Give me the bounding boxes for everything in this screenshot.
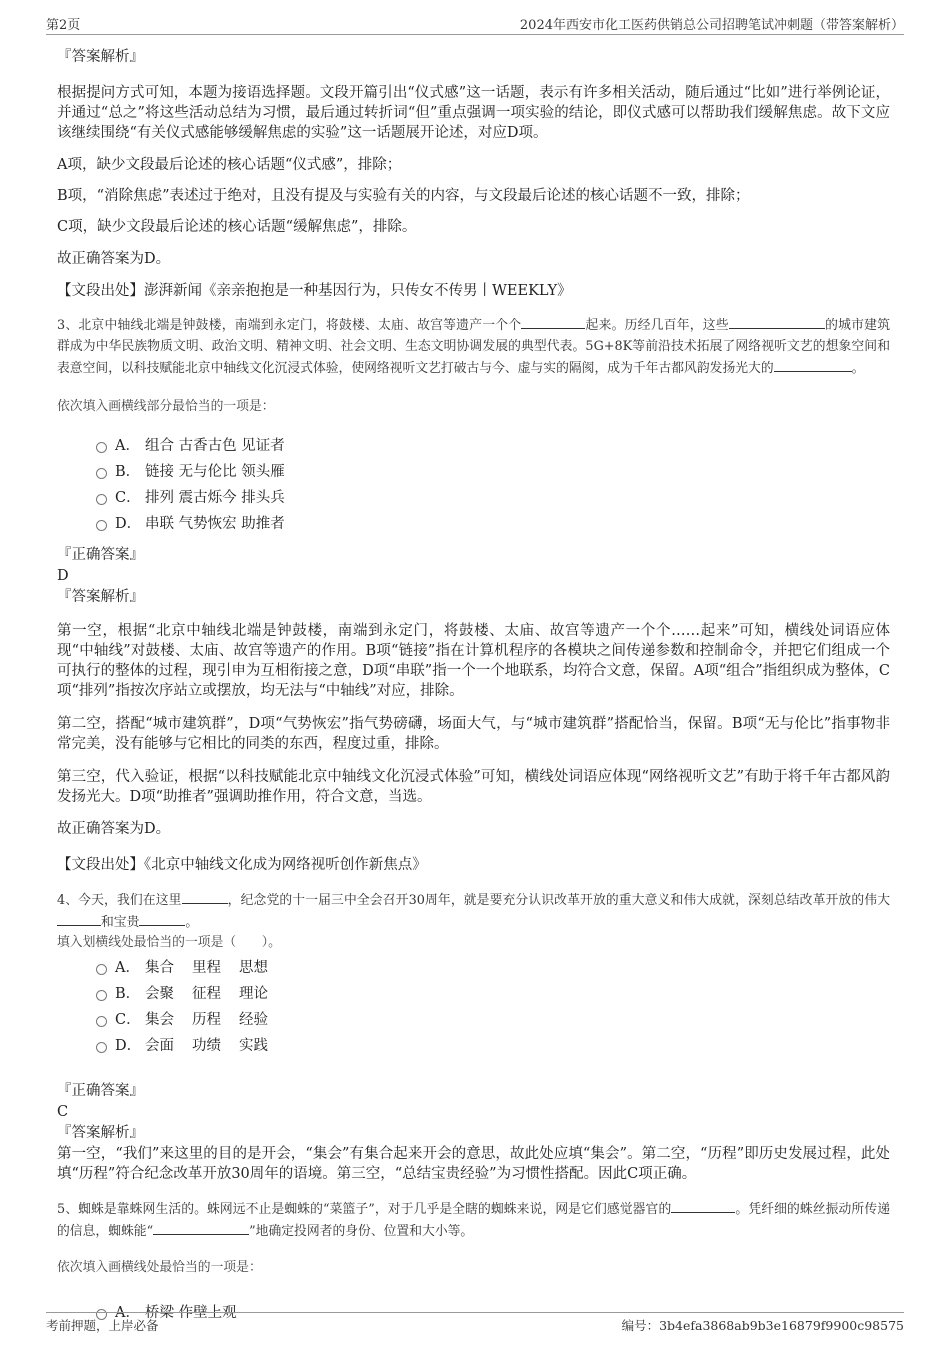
option-d[interactable]: D． 会面 功绩 实践 — [57, 1033, 890, 1059]
stem-text: 的城市建筑群成为中华民族物质文明、政治文明、精神文明、社会文明、生态文明协调发展的典型代表。5G+8K等前沿技术拓展了网络视听文艺的想象空间和表意空间，以科技赋能北京中轴线文化沉浸式体验，使网络视听文艺打破古与今、虚与实的隔阂，成为千年古都风韵发扬光大的 — [57, 318, 890, 376]
analysis-paragraph: 第一空，“我们”来这里的目的是开会，“集会”有集合起来开会的意思，故此处应填“集会”。第二空，“历程”即历史发展过程，此处填“历程”符合纪念改革开放30周年的语境。第三空，“总结宝贵经验”为习惯性搭配。因此C项正确。 — [57, 1146, 890, 1182]
passage-source: 【文段出处】《北京中轴线文化成为网络视听创作新焦点》 — [57, 857, 427, 873]
footer-motto: 考前押题，上岸必备 — [46, 1318, 159, 1333]
radio-icon[interactable] — [96, 990, 107, 1001]
option-c[interactable]: C． 排列 震古烁今 排头兵 — [57, 485, 890, 511]
correct-answer: C — [57, 1104, 69, 1120]
option-b[interactable]: B． 会聚 征程 理论 — [57, 981, 890, 1007]
correct-answer: D — [57, 568, 69, 584]
option-a[interactable]: A． 集合 里程 思想 — [57, 955, 890, 981]
stem-text: 。 — [851, 361, 865, 376]
analysis-conclusion: 故正确答案为D。 — [57, 251, 171, 267]
correct-answer-label: 『正确答案』 — [57, 1083, 144, 1099]
radio-icon[interactable] — [96, 442, 107, 453]
option-a[interactable]: A． 组合 古香古色 见证者 — [57, 433, 890, 459]
option-a[interactable]: A． 桥梁 作壁上观 — [57, 1300, 890, 1326]
fill-blank — [139, 911, 185, 926]
stem-text: 3、北京中轴线北端是钟鼓楼，南端到永定门，将鼓楼、太庙、故宫等遗产一个个 — [57, 318, 522, 333]
question-prompt: 依次填入画横线处最恰当的一项是： — [57, 1260, 262, 1275]
fill-blank — [729, 314, 825, 329]
analysis-paragraph: 第一空，根据“北京中轴线北端是钟鼓楼，南端到永定门，将鼓楼、太庙、故宫等遗产一个个……起来”可知，横线处词语应体现“中轴线”对鼓楼、太庙、故宫等遗产的作用。B项“链接”指在计算机程序的各模块之间传递参数和控制命令，并把它们组成一个可执行的整体的过程，现引申为互相衔接之意，D项“串联”指一个一个地联系，均符合文意，保留。A项“组合”指组织成为整体，C项“排列”指按次序站立或摆放，均无法与“中轴线”对应，排除。 — [57, 623, 890, 699]
page-footer — [46, 1312, 904, 1335]
stem-text: 5、蜘蛛是靠蛛网生活的。蛛网远不止是蜘蛛的“菜篮子”，对于几乎是全瞎的蜘蛛来说，网是它们感觉器官的 — [57, 1202, 672, 1217]
document-title: 2024年西安市化工医药供销总公司招聘笔试冲刺题（带答案解析） — [519, 18, 904, 33]
stem-text: 。凭纤细的蛛丝振动所传递的信息，蜘蛛能“ — [57, 1202, 890, 1239]
correct-answer-label: 『正确答案』 — [57, 547, 144, 563]
fill-blank — [182, 889, 228, 904]
analysis-paragraph: 第二空，搭配“城市建筑群”，D项“气势恢宏”指气势磅礴，场面大气，与“城市建筑群”搭配恰当，保留。B项“无与伦比”指事物非常完美，没有能够与它相比的同类的东西，程度过重，排除。 — [57, 716, 890, 752]
fill-blank — [153, 1220, 249, 1235]
stem-text: 和宝贵 — [101, 915, 140, 930]
option-list — [57, 955, 890, 1059]
stem-text: ，纪念党的十一届三中全会召开30周年，就是要充分认识改革开放的重大意义和伟大成就，深刻总结改革开放的伟大 — [227, 893, 890, 908]
page-number: 第2页 — [46, 18, 81, 33]
analysis-label: 『答案解析』 — [57, 589, 144, 605]
radio-icon[interactable] — [96, 1042, 107, 1053]
fill-blank — [521, 314, 585, 329]
radio-icon[interactable] — [96, 520, 107, 531]
fill-blank — [57, 911, 101, 926]
page-header — [46, 12, 904, 35]
document-body — [57, 44, 890, 1326]
analysis-paragraph: B项，“消除焦虑”表述过于绝对，且没有提及与实验有关的内容，与文段最后论述的核心话题不一致，排除； — [57, 188, 750, 204]
passage-source: 【文段出处】澎湃新闻《亲亲抱抱是一种基因行为，只传女不传男丨WEEKLY》 — [57, 283, 572, 299]
option-b[interactable]: B． 链接 无与伦比 领头雁 — [57, 459, 890, 485]
question-stem — [57, 889, 890, 933]
stem-text: 4、今天，我们在这里 — [57, 893, 182, 908]
option-list — [57, 433, 890, 537]
fill-blank — [774, 357, 852, 372]
analysis-paragraph: 根据提问方式可知，本题为接语选择题。文段开篇引出“仪式感”这一话题，表示有许多相关活动，随后通过“比如”进行举例论证，并通过“总之”将这些活动总结为习惯，最后通过转折词“但”重点强调一项实验的结论，即仪式感可以帮助我们缓解焦虑。故下文应该继续围绕“有关仪式感能够缓解焦虑的实验”这一话题展开论述，对应D项。 — [57, 85, 890, 141]
analysis-paragraph: C项，缺少文段最后论述的核心话题“缓解焦虑”，排除。 — [57, 219, 417, 235]
radio-icon[interactable] — [96, 964, 107, 975]
stem-text: 起来。历经几百年，这些 — [585, 318, 729, 333]
radio-icon[interactable] — [96, 1016, 107, 1027]
analysis-paragraph: 第三空，代入验证，根据“以科技赋能北京中轴线文化沉浸式体验”可知，横线处词语应体现“网络视听文艺”有助于将千年古都风韵发扬光大。D项“助推者”强调助推作用，符合文意，当选。 — [57, 769, 890, 805]
question-prompt: 依次填入画横线部分最恰当的一项是： — [57, 399, 275, 414]
analysis-label: 『答案解析』 — [57, 49, 144, 65]
question-stem — [57, 1198, 890, 1242]
fill-blank — [671, 1198, 735, 1213]
question-stem — [57, 314, 890, 379]
stem-text: 。 — [185, 915, 199, 930]
analysis-paragraph: A项，缺少文段最后论述的核心话题“仪式感”，排除； — [57, 157, 402, 173]
stem-text: ”地确定投网者的身份、位置和大小等。 — [249, 1224, 474, 1239]
question-prompt: 填入划横线处最恰当的一项是（ ）。 — [57, 935, 281, 950]
analysis-label: 『答案解析』 — [57, 1125, 144, 1141]
option-d[interactable]: D． 串联 气势恢宏 助推者 — [57, 511, 890, 537]
analysis-conclusion: 故正确答案为D。 — [57, 821, 171, 837]
radio-icon[interactable] — [96, 468, 107, 479]
option-c[interactable]: C． 集会 历程 经验 — [57, 1007, 890, 1033]
radio-icon[interactable] — [96, 494, 107, 505]
document-code: 编号：3b4efa3868ab9b3e16879f9900c98575 — [621, 1318, 904, 1333]
